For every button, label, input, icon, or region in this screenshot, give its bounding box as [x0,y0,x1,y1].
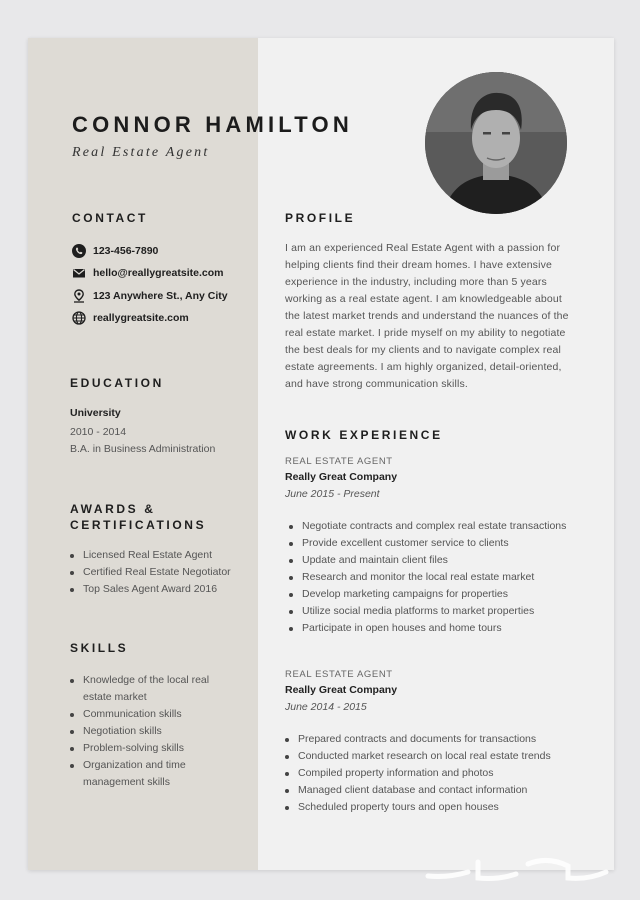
list-item: Prepared contracts and documents for transactions [285,731,575,748]
job-1-dates: June 2015 - Present [285,488,380,500]
education-degree: B.A. in Business Administration [70,443,216,455]
skills-list [70,672,240,791]
job-2-company: Really Great Company [285,684,398,696]
portrait-image [425,72,567,214]
awards-list [70,547,250,598]
profile-heading: PROFILE [285,211,356,225]
job-1-title: REAL ESTATE AGENT [285,456,393,467]
list-item: Negotiate contracts and complex real estate transactions [289,518,569,535]
resume-page [28,38,614,870]
list-item: Conducted market research on local real estate trends [285,748,575,765]
job-2-title: REAL ESTATE AGENT [285,669,393,680]
watermark-logo [418,848,618,888]
candidate-name: CONNOR HAMILTON [72,112,353,137]
list-item: Update and maintain client files [289,552,569,569]
mail-icon [72,266,86,280]
skills-heading: SKILLS [70,641,129,655]
education-heading: EDUCATION [70,376,164,390]
awards-heading [70,501,206,533]
job-2-dates: June 2014 - 2015 [285,701,367,713]
profile-photo [425,72,567,214]
list-item: Problem-solving skills [70,740,240,757]
list-item: Scheduled property tours and open houses [285,799,575,816]
contact-phone [72,243,158,259]
list-item: Top Sales Agent Award 2016 [70,581,250,598]
job-2-bullets [285,731,575,816]
list-item: Compiled property information and photos [285,765,575,782]
list-item: Managed client database and contact information [285,782,575,799]
contact-heading: CONTACT [72,211,148,225]
list-item: Utilize social media platforms to market properties [289,603,569,620]
list-item: Negotiation skills [70,723,240,740]
education-school: University [70,407,121,419]
candidate-role: Real Estate Agent [72,145,210,160]
list-item: Provide excellent customer service to clients [289,535,569,552]
awards-heading-line1: AWARDS & [70,502,156,516]
list-item: Develop marketing campaigns for properties [289,586,569,603]
list-item: Knowledge of the local real estate market [70,672,240,706]
job-1-bullets [289,518,569,637]
contact-email [72,265,223,281]
phone-text: 123-456-7890 [93,245,159,257]
globe-icon [72,311,86,325]
contact-address [72,288,228,304]
address-text: 123 Anywhere St., Any City [93,290,228,302]
education-years: 2010 - 2014 [70,426,127,438]
awards-heading-line2: CERTIFICATIONS [70,518,207,532]
list-item: Research and monitor the local real estate market [289,569,569,586]
list-item: Certified Real Estate Negotiator [70,564,250,581]
list-item: Communication skills [70,706,240,723]
website-text: reallygreatsite.com [93,312,189,324]
job-1-company: Really Great Company [285,471,398,483]
phone-icon [72,244,86,258]
contact-website [72,310,189,326]
location-pin-icon [72,289,86,303]
list-item: Organization and time management skills [70,757,240,791]
profile-text: I am an experienced Real Estate Agent with a passion for helping clients find their dream homes. I have extensive experience in the industry, including more than 5 years working as a real estate agent. I am knowledgeable about the latest market trends and understand the nuances of the real estate market. I pride myself on my ability to negotiate the best deals for my clients and to navigate complex real estate agreements. I am highly organized, detail-oriented, and have strong communication skills. [285,242,569,390]
email-text: hello@reallygreatsite.com [93,267,224,279]
work-heading: WORK EXPERIENCE [285,428,443,442]
list-item: Licensed Real Estate Agent [70,547,250,564]
list-item: Participate in open houses and home tours [289,620,569,637]
